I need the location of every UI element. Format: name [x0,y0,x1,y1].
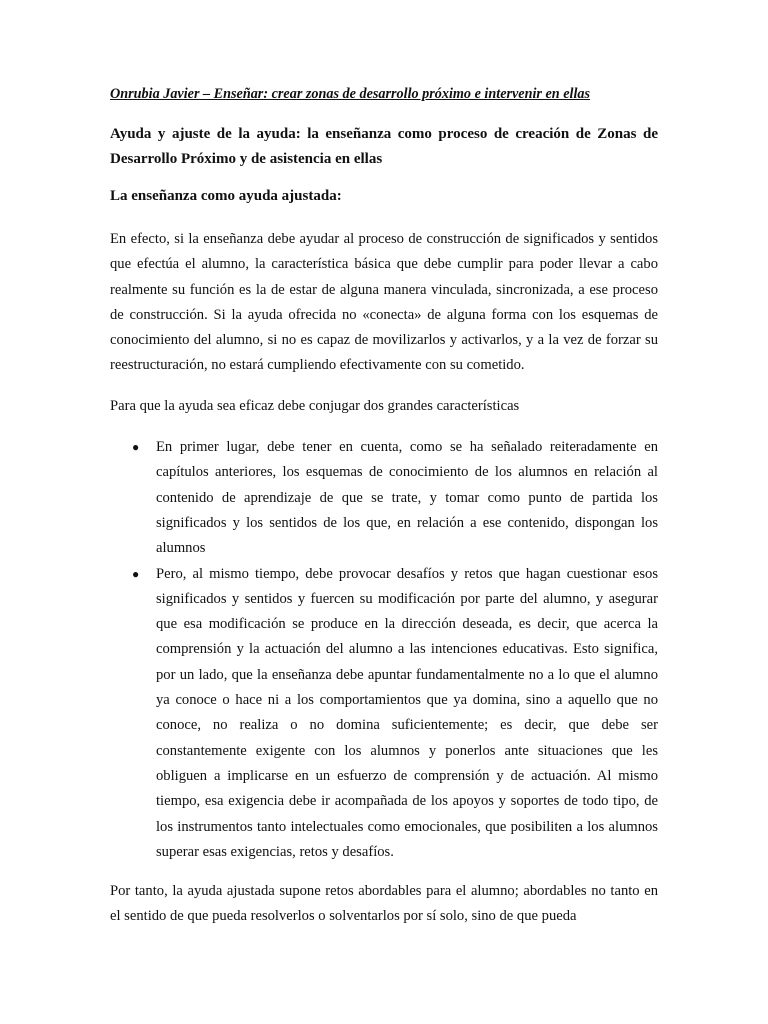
list-item [110,435,658,561]
paragraph-3: Por tanto, la ayuda ajustada supone retos abordables para el alumno; abordables no tanto en el sentido de que pueda resolverlos o solventarlos por sí solo, sino de que pueda [110,883,658,925]
bullet-icon: ● [132,566,140,581]
list-item-text: Pero, al mismo tiempo, debe provocar desafíos y retos que hagan cuestionar esos significados y sentidos y fuercen su modificación por parte del alumno, y asegurar que esa modificación se produce en la dirección deseada, es decir, que acerca la comprensión y la actuación del alumno a las intenciones educativas. Esto significa, por un lado, que la enseñanza debe apuntar fundamentalmente no a lo que el alumno ya conoce o hace ni a los comportamientos que ya domina, sino a aquello que no conoce, no realiza o no domina suficientemente; es decir, que debe ser constantemente exigente con los alumnos y ponerlos ante situaciones que les obliguen a implicarse en un esfuerzo de comprensión y de actuación. Al mismo tiempo, esa exigencia debe ir acompañada de los apoyos y soportes de todo tipo, de los instrumentos tanto intelectuales como emocionales, que posibiliten a los alumnos superar esas exigencias, retos y desafíos. [156,565,658,860]
bullet-list [110,435,658,865]
document-page [110,84,658,945]
section-heading-sub: La enseñanza como ayuda ajustada: [110,188,342,204]
section-heading-main: Ayuda y ajuste de la ayuda: la enseñanza como proceso de creación de Zonas de Desarrollo Próximo y de asistencia en ellas [110,126,658,167]
paragraph-2: Para que la ayuda sea eficaz debe conjugar dos grandes características [110,397,520,414]
document-title: Onrubia Javier – Enseñar: crear zonas de desarrollo próximo e intervenir en ellas [110,86,591,102]
bullet-icon: ● [132,440,140,455]
list-item-text: En primer lugar, debe tener en cuenta, como se ha señalado reiteradamente en capítulos anteriores, los esquemas de conocimiento de los alumnos en relación al contenido de aprendizaje de que se trate, y tomar como punto de partida los significados y los sentidos de los que, en relación a ese contenido, dispongan los alumnos [156,439,658,557]
list-item [110,562,658,866]
paragraph-1: En efecto, si la enseñanza debe ayudar al proceso de construcción de significados y sentidos que efectúa el alumno, la característica básica que debe cumplir para poder llevar a cabo realmente su función es la de estar de alguna manera vinculada, sincronizada, a ese proceso de construcción. Si la ayuda ofrecida no «conecta» de alguna forma con los esquemas de conocimiento del alumno, si no es capaz de movilizarlos y activarlos, y a la vez de forzar su reestructuración, no estará cumpliendo efectivamente con su cometido. [110,231,658,374]
